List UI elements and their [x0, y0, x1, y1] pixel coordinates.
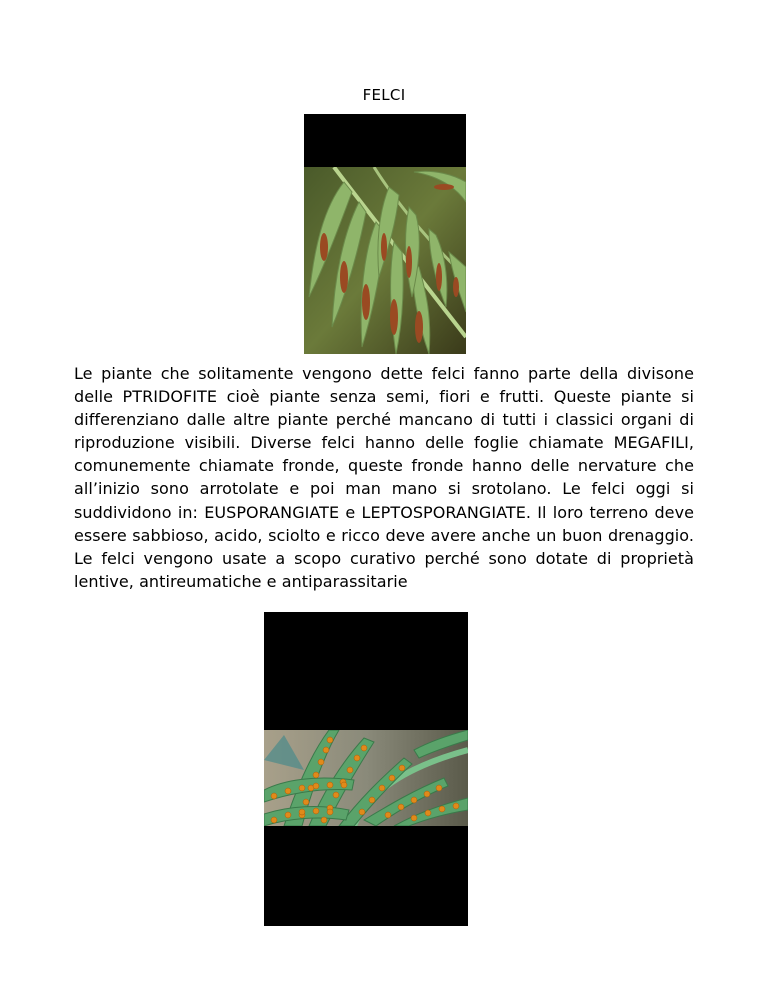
page-title: FELCI	[362, 86, 406, 104]
fern-photo-top	[304, 114, 466, 354]
fern-sori-illustration	[264, 730, 468, 826]
body-paragraph: Le piante che solitamente vengono dette felci fanno parte della divisone delle PTRIDOFITE cioè piante senza semi, fiori e frutti. Queste piante si differenziano dalle altre piante perché mancano di tutti i classici organi di riproduzione visibili. Diverse felci hanno delle foglie chiamate MEGAFILI, comunemente chiamate fronde, queste fronde hanno delle nervature che all’inizio sono arrotolate e poi man mano si srotolano. Le felci oggi si suddividono in: EUSPORANGIATE e LEPTOSPORANGIATE. Il loro terreno deve essere sabbioso, acido, sciolto e ricco deve avere anche un buon drenaggio. Le felci vengono usate a scopo curativo perché sono dotate di proprietà lentive, antireumatiche e antiparassitarie	[74, 364, 694, 591]
fern-photo-bottom	[264, 612, 468, 926]
fern-frond-illustration	[304, 167, 466, 354]
